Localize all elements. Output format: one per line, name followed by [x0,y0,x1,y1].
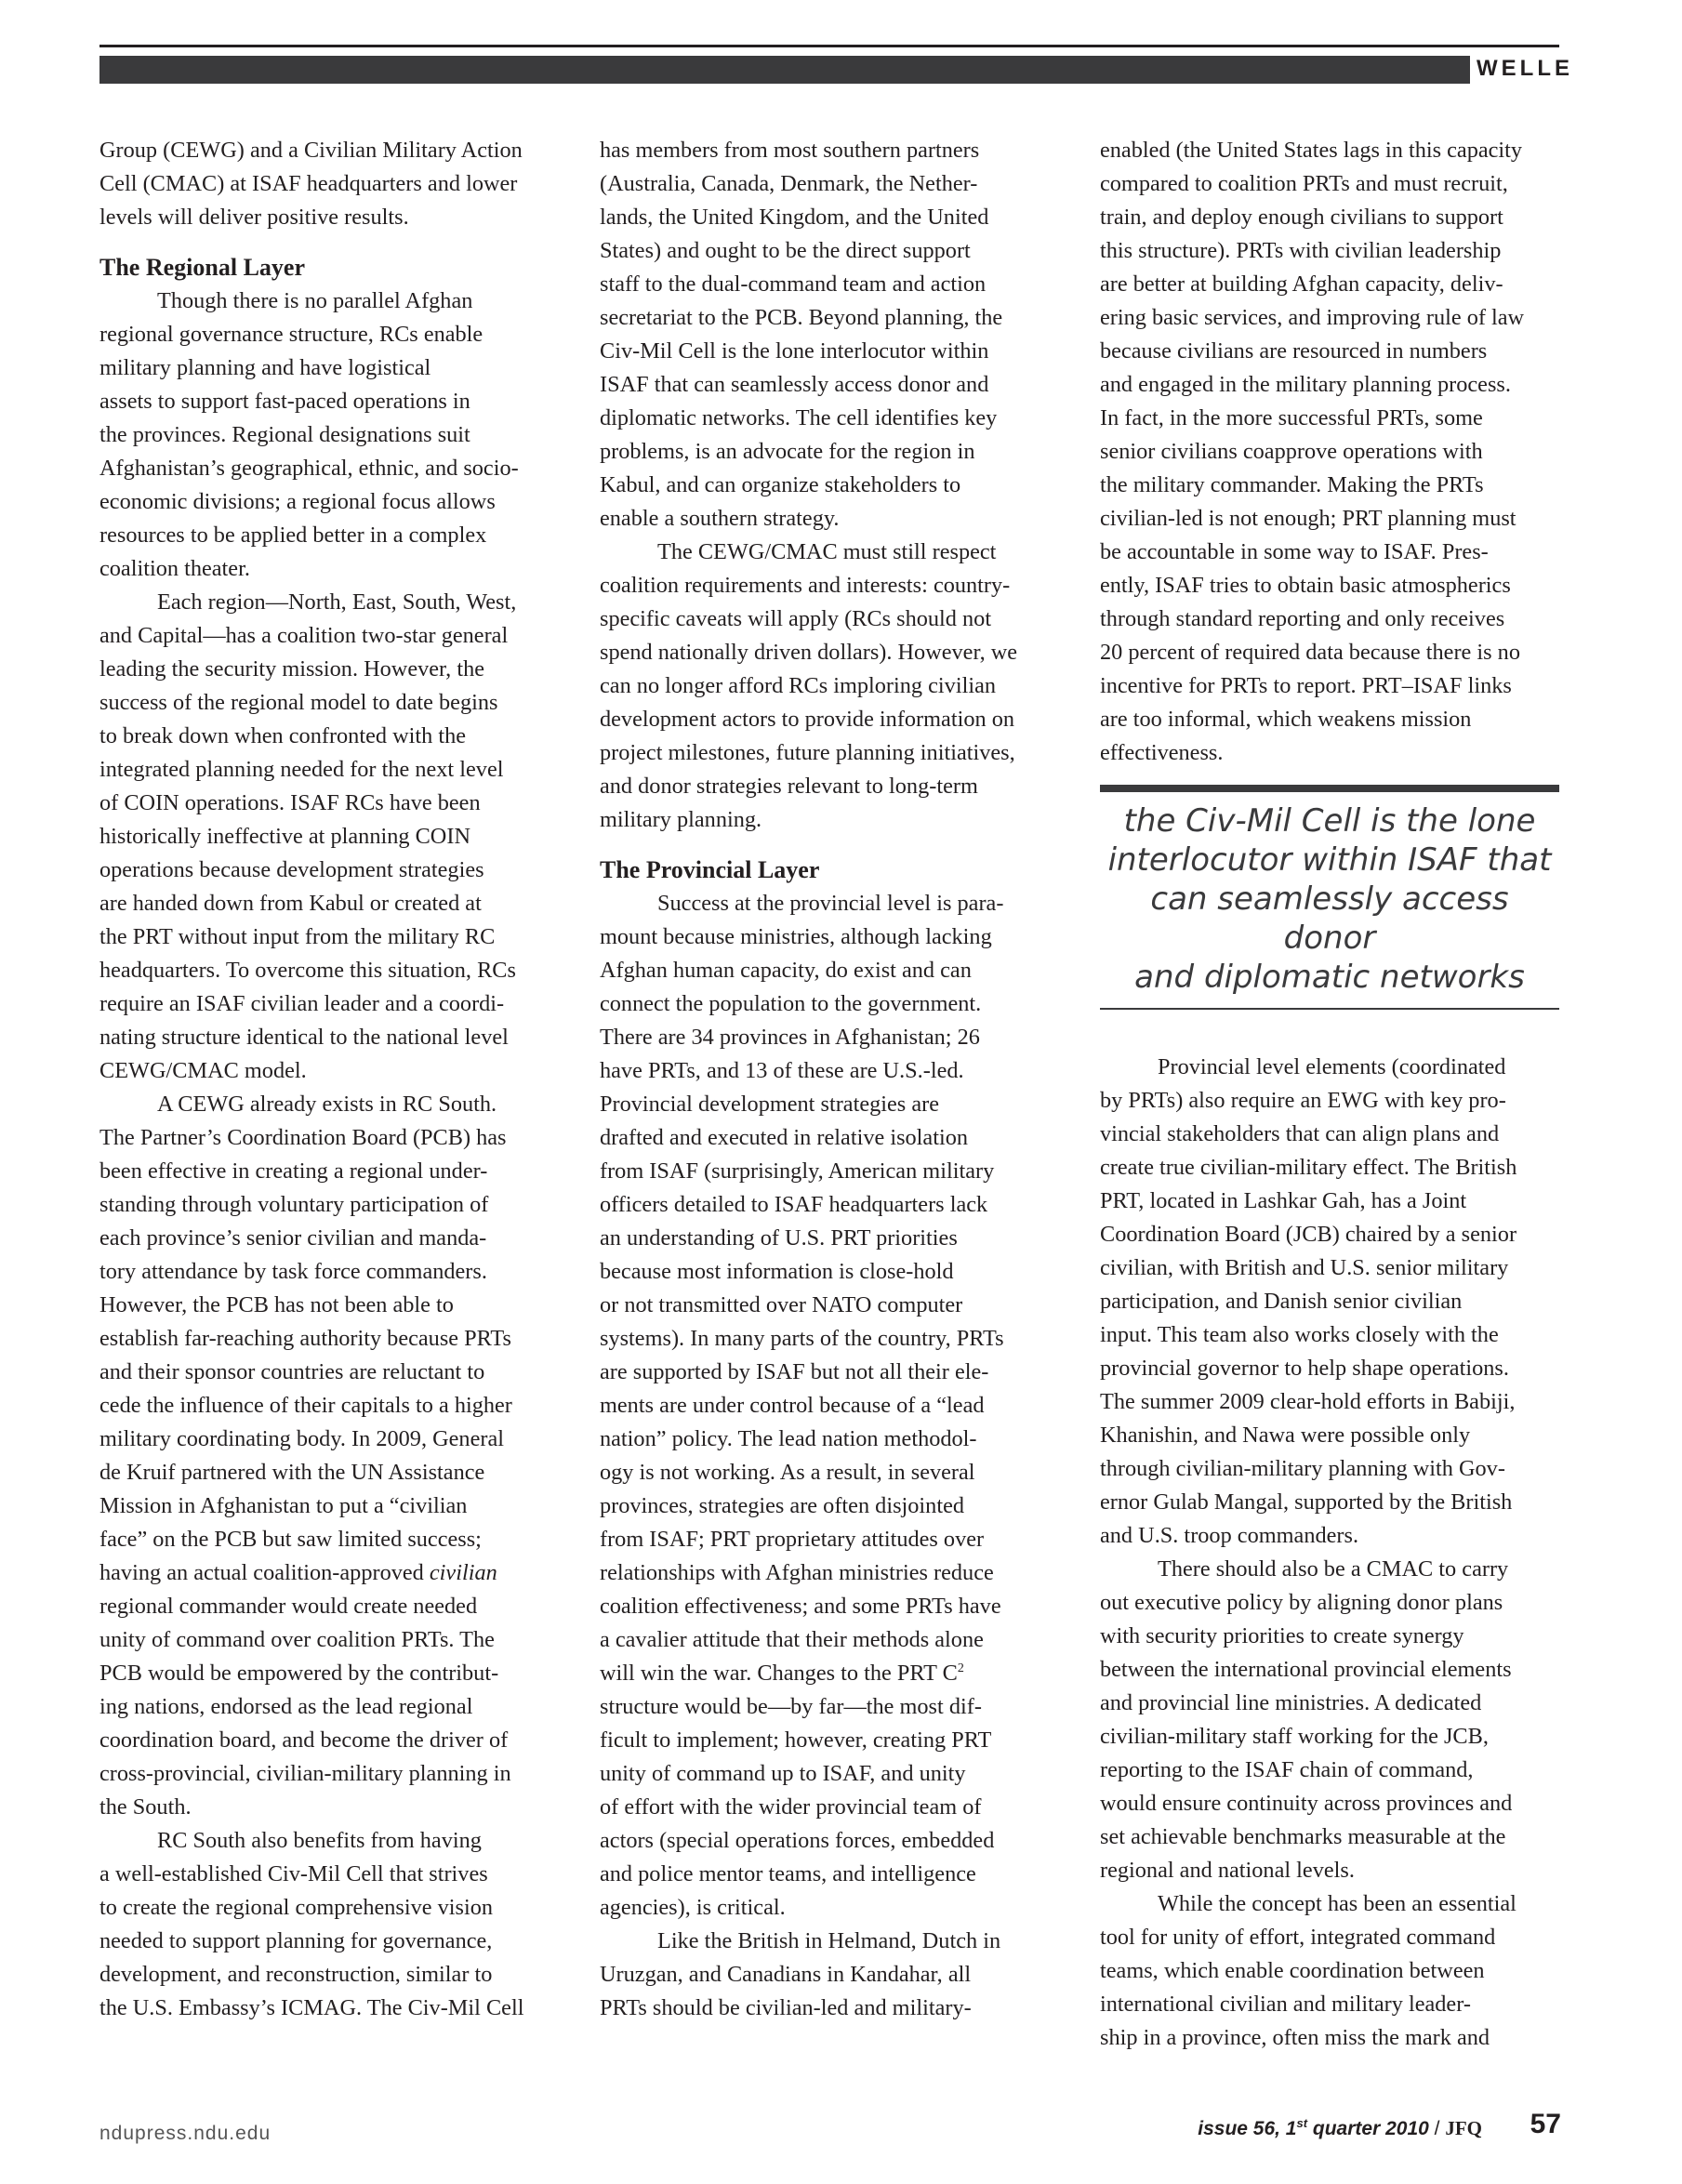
issue-suffix: quarter 2010 [1307,2118,1429,2139]
text-line: establish far-reaching authority because PRTs [99,1326,512,1351]
text-line: require an ISAF civilian leader and a coordi- [99,991,505,1016]
text-line: 20 percent of required data because there is no [1100,640,1520,665]
text-line: can no longer afford RCs imploring civilian [600,673,997,698]
text-line: because most information is close-hold [600,1259,954,1284]
text-line: and engaged in the military planning process. [1100,372,1511,397]
text-line: civilian-led is not enough; PRT planning must [1100,506,1516,531]
text-line: and provincial line ministries. A dedicated [1100,1690,1482,1715]
footer-url[interactable]: ndupress.ndu.edu [99,2123,272,2144]
text-line: coalition requirements and interests: country- [600,573,1011,598]
text-line: structure would be—by far—the most dif- [600,1694,982,1719]
text-line: vincial stakeholders that can align plans and [1100,1121,1500,1146]
text-line: cross-provincial, civilian-military planning in [99,1761,511,1786]
text-line: and Capital—has a coalition two-star general [99,623,509,648]
text-line: civilian-military staff working for the JCB, [1100,1724,1489,1749]
journal-name: JFQ [1445,2117,1482,2139]
issue-prefix: issue 56, 1 [1198,2118,1297,2139]
text-line: provincial governor to help shape operations. [1100,1356,1509,1381]
text-line: Though there is no parallel Afghan [157,288,473,313]
text-line: Afghanistan’s geographical, ethnic, and socio- [99,456,519,481]
pull-quote-top-rule [1100,785,1559,792]
text-line: coalition theater. [99,556,250,581]
text-line: or not transmitted over NATO computer [600,1292,963,1317]
text-line: by PRTs) also require an EWG with key pro- [1100,1088,1506,1113]
running-head: WELLE [1477,56,1573,81]
text-line: are too informal, which weakens mission [1100,707,1472,732]
text-line: tory attendance by task force commanders. [99,1259,487,1284]
text-line: Khanishin, and Nawa were possible only [1100,1423,1471,1448]
text-line: to break down when confronted with the [99,723,467,748]
superscript: 2 [957,1661,964,1675]
text-line: are handed down from Kabul or created at [99,891,482,916]
text-line: Provincial level elements (coordinated [1158,1054,1506,1079]
text-line: Cell (CMAC) at ISAF headquarters and lower [99,171,518,196]
text-line: mount because ministries, although lacking [600,924,992,949]
text-line: the military commander. Making the PRTs [1100,472,1484,497]
text-line: development actors to provide information on [600,707,1015,732]
text-line: military planning. [600,807,762,832]
text-line: problems, is an advocate for the region in [600,439,975,464]
text-line: project milestones, future planning initiatives, [600,740,1015,765]
text-line: standing through voluntary participation of [99,1192,489,1217]
text-line: set achievable benchmarks measurable at the [1100,1824,1506,1849]
text-line: and donor strategies relevant to long-term [600,774,978,799]
text-line: Like the British in Helmand, Dutch in [657,1928,1001,1953]
text-line: because civilians are resourced in numbers [1100,338,1488,364]
text-line: civilian, with British and U.S. senior military [1100,1255,1509,1280]
pull-quote-bottom-rule [1100,1008,1559,1010]
text-line: historically ineffective at planning COIN [99,824,470,849]
text-line: ISAF that can seamlessly access donor and [600,372,989,397]
text-line: a well-established Civ-Mil Cell that strives [99,1861,488,1886]
text-line: Civ-Mil Cell is the lone interlocutor within [600,338,989,364]
text-line: the provinces. Regional designations suit [99,422,470,447]
text-line: train, and deploy enough civilians to support [1100,205,1503,230]
text-line: are supported by ISAF but not all their ele- [600,1359,989,1384]
text-line: military coordinating body. In 2009, General [99,1426,504,1451]
text-line: create true civilian-military effect. The British [1100,1155,1517,1180]
text-line: out executive policy by aligning donor plans [1100,1590,1503,1615]
footer-separator: / [1428,2118,1446,2139]
text-line: ficult to implement; however, creating PRT [600,1727,992,1753]
text-line: In fact, in the more successful PRTs, some [1100,405,1483,430]
text-line: ogy is not working. As a result, in several [600,1460,975,1485]
text-line: the U.S. Embassy’s ICMAG. The Civ-Mil Cell [99,1995,524,2020]
text-line: of COIN operations. ISAF RCs have been [99,790,481,815]
text-line: staff to the dual-command team and action [600,271,987,297]
text-line: teams, which enable coordination between [1100,1958,1485,1983]
text-line: compared to coalition PRTs and must recruit, [1100,171,1508,196]
pull-quote-line: the Civ-Mil Cell is the lone [1123,802,1536,840]
text-line: cede the influence of their capitals to a higher [99,1393,512,1418]
text-line: diplomatic networks. The cell identifies key [600,405,998,430]
text-line: integrated planning needed for the next level [99,757,504,782]
text-line: There should also be a CMAC to carry [1158,1556,1509,1582]
text-line: tool for unity of effort, integrated command [1100,1925,1496,1950]
text-line: There are 34 provinces in Afghanistan; 26 [600,1025,980,1050]
text-line: nation” policy. The lead nation methodol- [600,1426,977,1451]
text-line: a cavalier attitude that their methods alone [600,1627,984,1652]
text-line: ering basic services, and improving rule of law [1100,305,1525,330]
pull-quote-line: and diplomatic networks [1134,959,1525,996]
text-line: been effective in creating a regional under- [99,1158,488,1184]
text-line: officers detailed to ISAF headquarters lack [600,1192,988,1217]
text-line: face” on the PCB but saw limited success; [99,1527,482,1552]
text-line: effectiveness. [1100,740,1224,765]
text-line: economic divisions; a regional focus allows [99,489,496,514]
section-heading-regional-layer: The Regional Layer [99,254,305,281]
text-line: through standard reporting and only receives [1100,606,1505,631]
text-line: The summer 2009 clear-hold efforts in Babiji, [1100,1389,1516,1414]
text-line: CEWG/CMAC model. [99,1058,307,1083]
text-line: secretariat to the PCB. Beyond planning, the [600,305,1003,330]
text-line: between the international provincial elements [1100,1657,1512,1682]
text-line: drafted and executed in relative isolation [600,1125,969,1150]
text-line: have PRTs, and 13 of these are U.S.-led. [600,1058,964,1083]
text-column-3 [1100,134,1559,2055]
header-bar [99,56,1470,84]
text-line: ments are under control because of a “lead [600,1393,985,1418]
page-number: 57 [1530,2109,1561,2139]
text-line: military planning and have logistical [99,355,431,380]
footer-issue [1198,2117,1482,2140]
text-line: Kabul, and can organize stakeholders to [600,472,961,497]
text-line: systems). In many parts of the country, PRTs [600,1326,1004,1351]
text-line: international civilian and military leader- [1100,1992,1471,2017]
text-span: having an actual coalition-approved [99,1560,424,1585]
top-rule [99,45,1559,47]
text-line: Mission in Afghanistan to put a “civilian [99,1493,468,1518]
text-line: Group (CEWG) and a Civilian Military Action [99,138,523,163]
text-line: senior civilians coapprove operations with [1100,439,1483,464]
text-line: resources to be applied better in a complex [99,523,487,548]
text-line: regional and national levels. [1100,1858,1355,1883]
pull-quote-line: can seamlessly access donor [1150,880,1509,957]
text-line: de Kruif partnered with the UN Assistance [99,1460,485,1485]
text-line: levels will deliver positive results. [99,205,409,230]
text-line: spend nationally driven dollars). However, we [600,640,1018,665]
text-line: ing nations, endorsed as the lead regional [99,1694,473,1719]
text-span: will win the war. Changes to the PRT C [600,1661,958,1686]
text-line: lands, the United Kingdom, and the United [600,205,989,230]
text-line: an understanding of U.S. PRT priorities [600,1225,958,1251]
text-line: from ISAF; PRT proprietary attitudes over [600,1527,985,1552]
text-line: assets to support fast-paced operations in [99,389,470,414]
text-line: nating structure identical to the national level [99,1025,509,1050]
text-line: A CEWG already exists in RC South. [157,1092,497,1117]
text-line: relationships with Afghan ministries reduce [600,1560,994,1585]
text-line: from ISAF (surprisingly, American military [600,1158,995,1184]
text-line: connect the population to the government. [600,991,982,1016]
text-line: unity of command up to ISAF, and unity [600,1761,966,1786]
text-line: be accountable in some way to ISAF. Pres- [1100,539,1489,564]
text-line: incentive for PRTs to report. PRT–ISAF links [1100,673,1512,698]
text-line: While the concept has been an essential [1158,1891,1516,1916]
text-line: development, and reconstruction, similar to [99,1962,493,1987]
text-line: enable a southern strategy. [600,506,840,531]
text-line: specific caveats will apply (RCs should not [600,606,992,631]
text-line: needed to support planning for governance, [99,1928,493,1953]
text-line: States) and ought to be the direct support [600,238,971,263]
text-line: through civilian-military planning with Gov- [1100,1456,1505,1481]
section-heading-provincial-layer: The Provincial Layer [600,856,820,883]
text-line: However, the PCB has not been able to [99,1292,454,1317]
text-line: and their sponsor countries are reluctant to [99,1359,485,1384]
text-line: participation, and Danish senior civilian [1100,1289,1463,1314]
text-line: Each region—North, East, South, West, [157,589,517,615]
text-line: coordination board, and become the driver of [99,1727,509,1753]
text-line [600,1657,1062,1690]
text-line: reporting to the ISAF chain of command, [1100,1757,1474,1782]
text-line: this structure). PRTs with civilian leadership [1100,238,1502,263]
text-line: success of the regional model to date begins [99,690,498,715]
text-line: enabled (the United States lags in this capacity [1100,138,1523,163]
text-line [99,1556,560,1590]
text-line: are better at building Afghan capacity, deliv- [1100,271,1503,297]
pull-quote-line: interlocutor within ISAF that [1107,841,1552,879]
text-line: of effort with the wider provincial team of [600,1794,982,1820]
text-line: with security priorities to create synergy [1100,1623,1464,1648]
text-line: ently, ISAF tries to obtain basic atmospherics [1100,573,1511,598]
italic-term: civilian [429,1560,497,1585]
text-line: PRTs should be civilian-led and military- [600,1995,972,2020]
text-line: would ensure continuity across provinces and [1100,1791,1513,1816]
text-line: PCB would be empowered by the contribut- [99,1661,499,1686]
text-line: Uruzgan, and Canadians in Kandahar, all [600,1962,972,1987]
text-line: regional commander would create needed [99,1594,478,1619]
text-line: Success at the provincial level is para- [657,891,1004,916]
text-line: has members from most southern partners [600,138,980,163]
text-line: The CEWG/CMAC must still respect [657,539,997,564]
text-line: input. This team also works closely with the [1100,1322,1499,1347]
text-line: and police mentor teams, and intelligence [600,1861,976,1886]
text-line: agencies), is critical. [600,1895,786,1920]
text-line: and U.S. troop commanders. [1100,1523,1359,1548]
text-line: ernor Gulab Mangal, supported by the British [1100,1489,1513,1515]
text-line: provinces, strategies are often disjointed [600,1493,965,1518]
text-line: Coordination Board (JCB) chaired by a senior [1100,1222,1517,1247]
text-line: actors (special operations forces, embedded [600,1828,995,1853]
text-line: PRT, located in Lashkar Gah, has a Joint [1100,1188,1467,1213]
issue-superscript: st [1296,2116,1308,2130]
text-column-1 [99,134,560,2025]
text-line: operations because development strategies [99,857,484,882]
text-line: RC South also benefits from having [157,1828,482,1853]
text-line: Afghan human capacity, do exist and can [600,958,972,983]
pull-quote [1100,792,1559,1008]
text-line: headquarters. To overcome this situation, RCs [99,958,516,983]
text-line: the PRT without input from the military RC [99,924,496,949]
text-line: the South. [99,1794,192,1820]
text-line: Provincial development strategies are [600,1092,939,1117]
text-column-2 [600,134,1062,2025]
text-line: The Partner’s Coordination Board (PCB) has [99,1125,507,1150]
text-line: coalition effectiveness; and some PRTs have [600,1594,1001,1619]
text-line: (Australia, Canada, Denmark, the Nether- [600,171,978,196]
text-line: ship in a province, often miss the mark and [1100,2025,1490,2050]
text-line: unity of command over coalition PRTs. The [99,1627,495,1652]
text-line: to create the regional comprehensive vision [99,1895,494,1920]
text-line: leading the security mission. However, the [99,656,484,682]
text-line: each province’s senior civilian and manda- [99,1225,487,1251]
text-line: regional governance structure, RCs enable [99,322,483,347]
